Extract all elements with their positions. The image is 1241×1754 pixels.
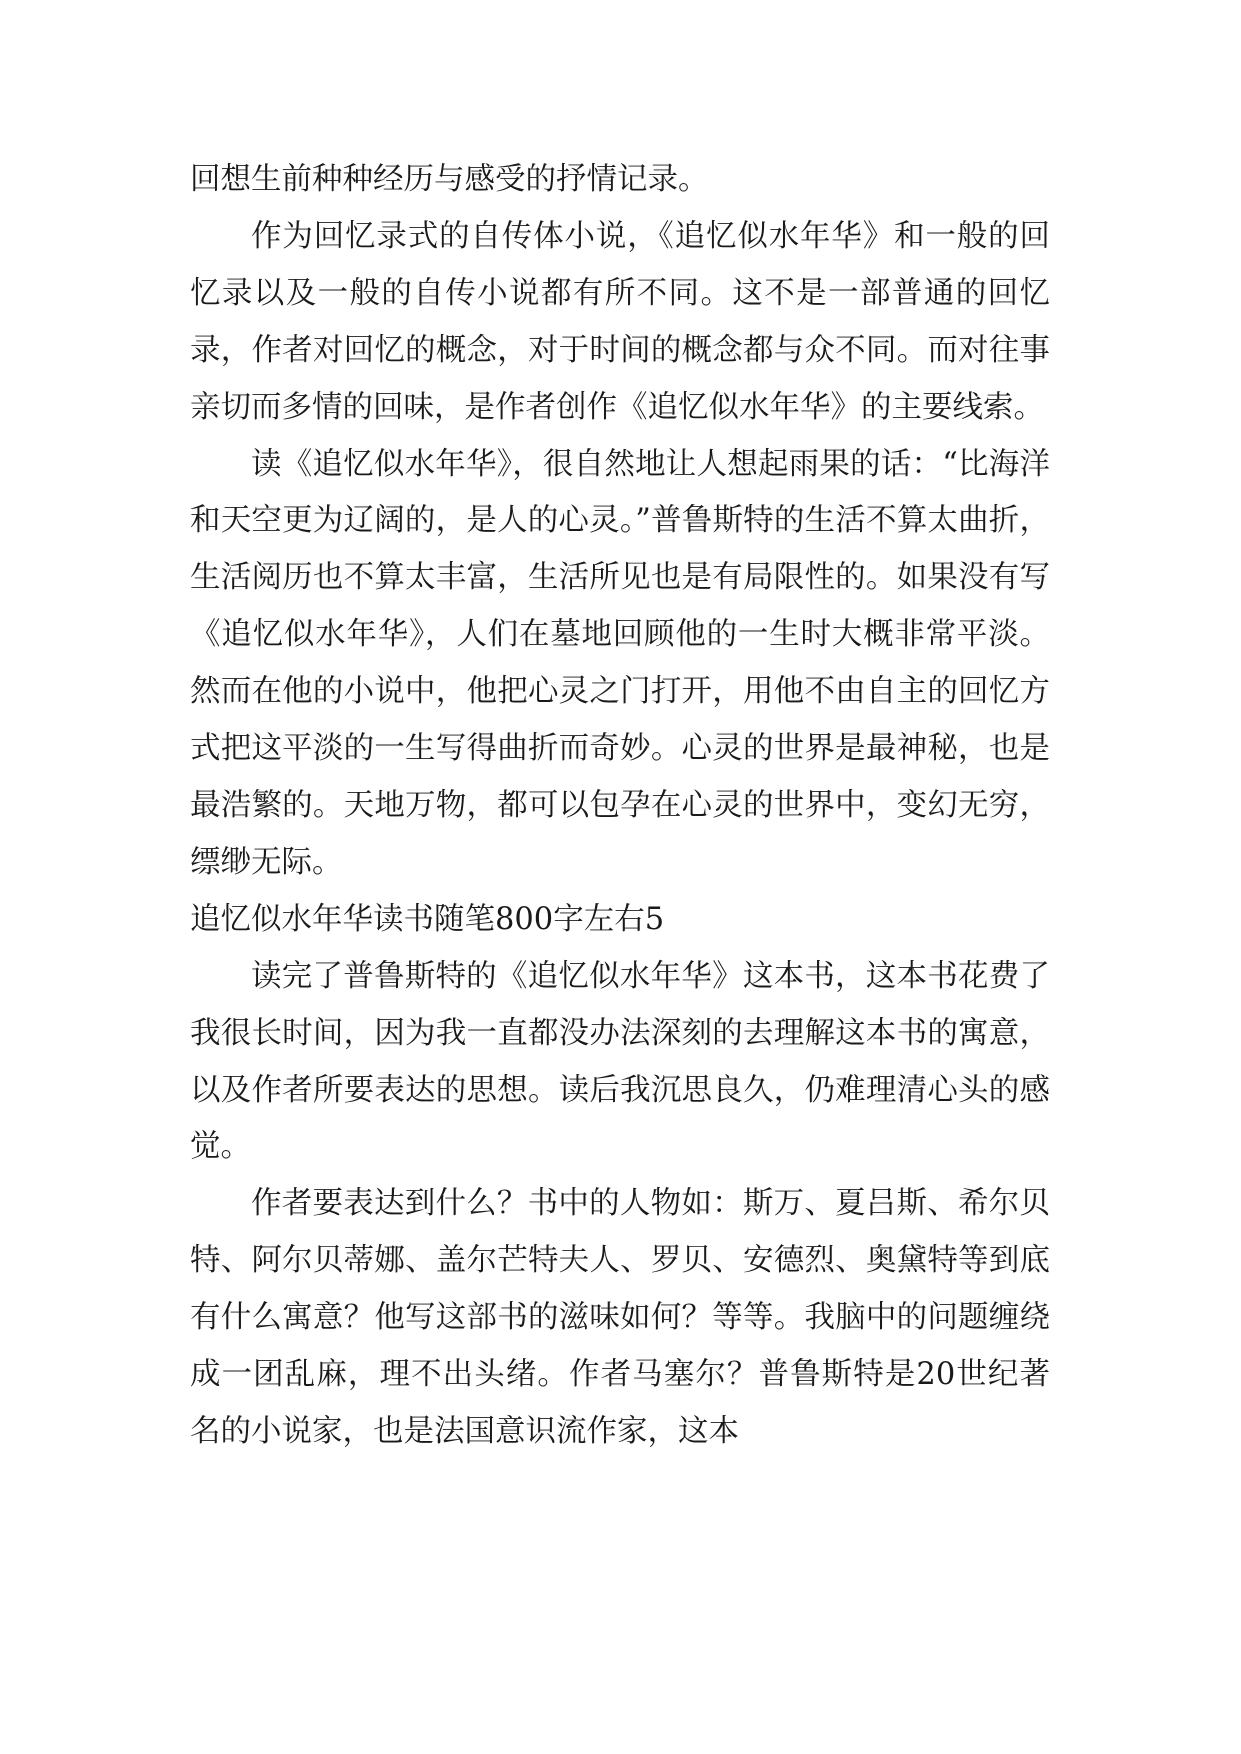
paragraph-continuation: 回想生前种种经历与感受的抒情记录。	[190, 162, 709, 197]
paragraph-author-intent: 作者要表达到什么？书中的人物如：斯万、夏吕斯、希尔贝特、阿尔贝蒂娜、盖尔芒特夫人、罗贝、安德烈、奥黛特等到底有什么寓意？他写这部书的滋味如何？等等。我脑中的问题缠绕成一团乱麻，理不出头绪。作者马塞尔？普鲁斯特是20世纪著名的小说家，也是法国意识流作家，这本	[190, 1186, 1050, 1449]
paragraph-memoir-novel: 作为回忆录式的自传体小说，《追忆似水年华》和一般的回忆录以及一般的自传小说都有所不同。这不是一部普通的回忆录，作者对回忆的概念，对于时间的概念都与众不同。而对往事亲切而多情的回味，是作者创作《追忆似水年华》的主要线索。	[190, 218, 1050, 425]
section-heading: 追忆似水年华读书随笔800字左右5	[190, 901, 665, 937]
paragraph-finished-reading: 读完了普鲁斯特的《追忆似水年华》这本书，这本书花费了我很长时间，因为我一直都没办法深刻的去理解这本书的寓意，以及作者所要表达的思想。读后我沉思良久，仍难理清心头的感觉。	[190, 958, 1050, 1165]
document-body	[190, 152, 1050, 1461]
paragraph-hugo-quote: 读《追忆似水年华》，很自然地让人想起雨果的话：“比海洋和天空更为辽阔的，是人的心灵。”普鲁斯特的生活不算太曲折，生活阅历也不算太丰富，生活所见也是有局限性的。如果没有写《追忆似水年华》，人们在墓地回顾他的一生时大概非常平淡。然而在他的小说中，他把心灵之门打开，用他不由自主的回忆方式把这平淡的一生写得曲折而奇妙。心灵的世界是最神秘，也是最浩繁的。天地万物，都可以包孕在心灵的世界中，变幻无穷，缥缈无际。	[190, 446, 1050, 880]
